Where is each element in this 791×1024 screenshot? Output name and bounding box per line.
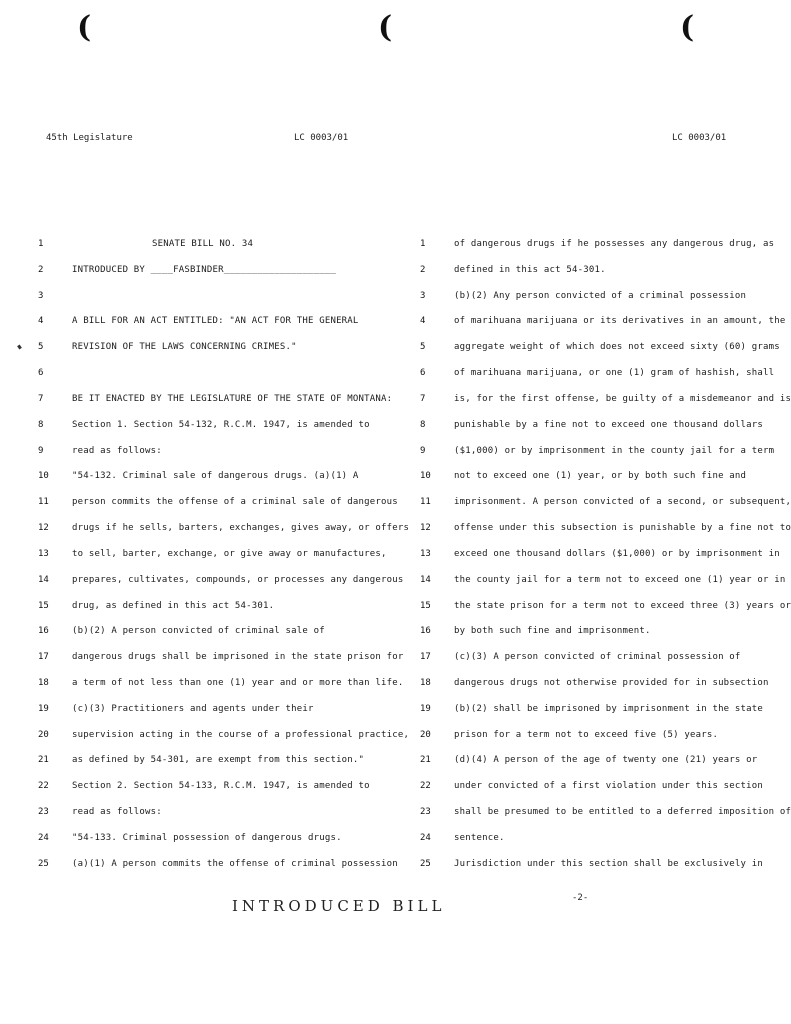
line-number: 16 [420,626,431,637]
line-number: 21 [420,755,431,766]
text-line [420,618,720,644]
line-number: 20 [420,729,431,740]
line-number: 12 [420,523,431,534]
text-line [38,283,348,309]
lc-number-right: LC 0003/01 [672,133,727,143]
line-number: 19 [420,703,431,714]
line-number: 8 [420,419,426,430]
line-text: (b)(2) A person convicted of criminal sale of [72,626,325,637]
line-text: shall be presumed to be entitled to a deferred imposition of [454,807,791,818]
line-text: punishable by a fine not to exceed one thousand dollars [454,419,764,430]
line-text: dangerous drugs shall be imprisoned in the state prison for [72,652,404,663]
line-text: Section 2. Section 54-133, R.C.M. 1947, is amended to [72,781,370,792]
text-line [420,463,747,489]
line-text: of dangerous drugs if he possesses any dangerous drug, as [454,238,775,249]
line-text: as defined by 54-301, are exempt from this section." [72,755,365,766]
line-number: 3 [420,290,426,301]
line-number: 1 [420,238,426,249]
line-number: 13 [420,548,431,559]
line-number: 11 [420,497,431,508]
text-line [420,696,764,722]
line-text: drug, as defined in this act 54-301. [72,600,275,611]
line-number: 21 [38,755,49,766]
line-text: read as follows: [72,807,162,818]
line-text: to sell, barter, exchange, or give away or manufactures, [72,548,387,559]
scan-speck [17,345,22,350]
line-text: drugs if he sells, barters, exchanges, gives away, or offers [72,523,410,534]
left-text-column [38,231,410,877]
line-text: supervision acting in the course of a professional practice, [72,729,410,740]
text-line [38,722,410,748]
line-text: (a)(1) A person commits the offense of criminal possession [72,858,398,869]
page-number: -2- [572,893,589,903]
line-number: 8 [38,419,44,430]
line-number: 18 [38,677,49,688]
text-line [38,593,348,619]
line-number: 17 [38,652,49,663]
line-text: (b)(2) shall be imprisoned by imprisonment in the state [454,703,764,714]
line-number: 24 [420,832,431,843]
text-line [420,489,791,515]
text-line [420,231,775,257]
text-line [38,773,370,799]
line-number: 4 [420,316,426,327]
text-line [38,541,387,567]
line-text: the state prison for a term not to exceed three (3) years or [454,600,791,611]
line-text: aggregate weight of which does not exceed sixty (60) grams [454,342,780,353]
line-number: 16 [38,626,49,637]
line-text: ($1,000) or by imprisonment in the county jail for a term [454,445,775,456]
line-number: 19 [38,703,49,714]
text-line [38,308,359,334]
line-number: 10 [420,471,431,482]
line-number: 6 [38,368,44,379]
text-line [38,231,348,257]
text-line [38,489,398,515]
text-line [420,825,720,851]
text-line [38,644,404,670]
line-text: Section 1. Section 54-132, R.C.M. 1947, is amended to [72,419,370,430]
line-text: "54-133. Criminal possession of dangerous drugs. [72,832,342,843]
text-line [38,412,370,438]
line-number: 9 [38,445,44,456]
lc-number-left: LC 0003/01 [294,133,349,143]
text-line [420,283,747,309]
text-line [420,334,780,360]
line-number: 25 [420,858,431,869]
line-text: Jurisdiction under this section shall be exclusively in [454,858,764,869]
line-text: dangerous drugs not otherwise provided for in subsection [454,677,769,688]
line-number: 11 [38,497,49,508]
text-line [420,515,791,541]
line-text: BE IT ENACTED BY THE LEGISLATURE OF THE STATE OF MONTANA: [72,393,393,404]
line-number: 2 [420,264,426,275]
line-number: 7 [38,393,44,404]
line-text: exceed one thousand dollars ($1,000) or by imprisonment in [454,548,780,559]
line-number: 7 [420,393,426,404]
line-number: 5 [420,342,426,353]
text-line [38,825,348,851]
line-text: sentence. [454,832,505,843]
line-number: 14 [420,574,431,585]
line-number: 12 [38,523,49,534]
text-line [420,257,720,283]
line-text: (d)(4) A person of the age of twenty one (21) years or [454,755,758,766]
text-line [420,722,720,748]
right-text-column [420,231,791,877]
text-line [38,851,398,877]
text-line [38,515,410,541]
line-number: 2 [38,264,44,275]
line-text: prepares, cultivates, compounds, or processes any dangerous [72,574,404,585]
line-number: 4 [38,316,44,327]
line-number: 5 [38,342,44,353]
text-line [38,438,348,464]
text-line [420,541,780,567]
line-number: 17 [420,652,431,663]
line-number: 22 [420,781,431,792]
line-text: of marihuana marijuana or its derivatives in an amount, the [454,316,786,327]
line-text: imprisonment. A person convicted of a second, or subsequent, [454,497,791,508]
text-line [38,360,348,386]
text-line [420,360,775,386]
line-number: 22 [38,781,49,792]
line-text: not to exceed one (1) year, or by both such fine and [454,471,747,482]
line-text: A BILL FOR AN ACT ENTITLED: "AN ACT FOR THE GENERAL [72,316,359,327]
line-text: read as follows: [72,445,162,456]
text-line [38,670,404,696]
punch-mark: ( [680,10,695,45]
line-text: defined in this act 54-301. [454,264,606,275]
text-line [420,438,775,464]
punch-mark: ( [378,10,393,45]
text-line [38,567,404,593]
line-text: (c)(3) Practitioners and agents under their [72,703,314,714]
line-text: SENATE BILL NO. 34 [152,238,254,249]
punch-mark: ( [77,10,92,45]
line-text: (b)(2) Any person convicted of a criminal possession [454,290,747,301]
text-line [38,463,359,489]
line-number: 15 [420,600,431,611]
line-text: prison for a term not to exceed five (5) years. [454,729,719,740]
line-number: 9 [420,445,426,456]
text-line [420,308,786,334]
line-text: (c)(3) A person convicted of criminal possession of [454,652,741,663]
text-line [420,644,741,670]
text-line [38,696,348,722]
legislature-header: 45th Legislature [46,133,133,143]
text-line [420,851,764,877]
text-line [420,567,786,593]
line-number: 14 [38,574,49,585]
text-line [420,412,764,438]
line-number: 15 [38,600,49,611]
line-text: under convicted of a first violation under this section [454,781,764,792]
line-text: person commits the offense of a criminal sale of dangerous [72,497,398,508]
line-number: 6 [420,368,426,379]
line-number: 25 [38,858,49,869]
text-line [420,386,791,412]
text-line [38,618,348,644]
text-line [38,334,348,360]
line-text: REVISION OF THE LAWS CONCERNING CRIMES." [72,342,297,353]
text-line [420,593,791,619]
line-number: 10 [38,471,49,482]
line-text: a term of not less than one (1) year and or more than life. [72,677,404,688]
text-line [420,748,758,774]
line-number: 24 [38,832,49,843]
line-text: of marihuana marijuana, or one (1) gram of hashish, shall [454,368,775,379]
line-number: 13 [38,548,49,559]
line-number: 23 [420,807,431,818]
line-number: 23 [38,807,49,818]
line-text: is, for the first offense, be guilty of a misdemeanor and is [454,393,791,404]
line-number: 20 [38,729,49,740]
text-line [38,257,348,283]
line-text: INTRODUCED BY ____FASBINDER____________________ [72,264,337,275]
line-text: offense under this subsection is punishable by a fine not to [454,523,791,534]
line-number: 18 [420,677,431,688]
introduced-bill-stamp: INTRODUCED BILL [232,897,446,915]
text-line [38,799,348,825]
text-line [420,799,791,825]
text-line [38,386,393,412]
line-number: 1 [38,238,44,249]
line-number: 3 [38,290,44,301]
text-line [38,748,365,774]
line-text: by both such fine and imprisonment. [454,626,651,637]
text-line [420,670,769,696]
text-line [420,773,764,799]
line-text: "54-132. Criminal sale of dangerous drugs. (a)(1) A [72,471,359,482]
line-text: the county jail for a term not to exceed one (1) year or in [454,574,786,585]
